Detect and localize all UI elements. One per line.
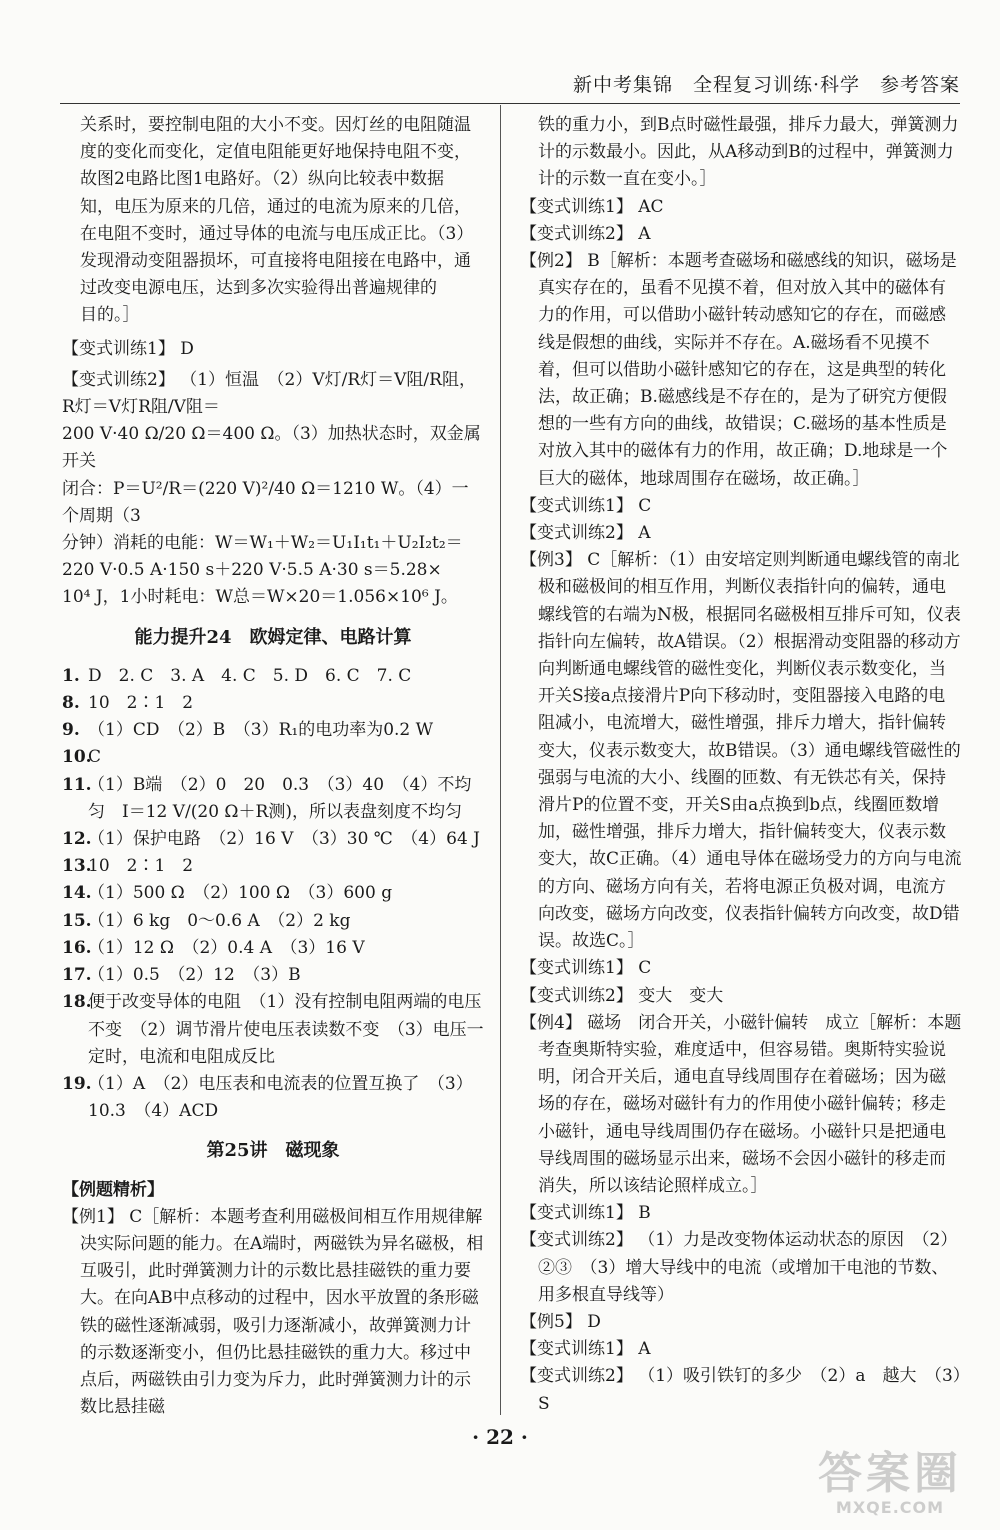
answer-entry: 【变式训练2】 变大 变大 [520,985,724,1006]
running-header: 新中考集锦 全程复习训练·科学 参考答案 [60,70,960,104]
answer-entry: 【变式训练1】 C [520,958,652,979]
example-1: 【例1】 C［解析：本题考查利用磁极间相互作用规律解决实际问题的能力。在A端时，两磁铁为异名磁极，相互吸引，此时弹簧测力计的示数比悬挂磁铁的重力要大。在向AB中点移动的过程中，因水平放置的条形磁铁的磁性逐渐减弱，吸引力逐渐减小，故弹簧测力计的示数逐渐变小，但仍比悬挂磁铁的重力大。移过中点后，两磁铁由引力变为斥力，此时弹簧测力计的示数比悬挂磁 [62,1206,484,1418]
answer-item [62,772,484,826]
answer-text: （1）B端 （2）0 20 0.3 （3）40 （4）不均匀 I＝12 V/(20 Ω＋R测)，所以表盘刻度不均匀 [88,774,472,822]
column-divider [500,105,501,1415]
example-5: 【例5】 D [520,1311,601,1332]
answer-text: （1）6 kg 0～0.6 A （2）2 kg [88,910,351,931]
answer-entry: 【变式训练1】 AC [520,196,664,217]
answer-number: 1. [62,665,80,686]
answer-number: 14. [62,883,92,904]
text-line: 度的变化而变化，定值电阻能更好地保持电阻不变， [80,142,471,163]
variant-training-2 [62,367,484,612]
continued-answer [62,112,484,330]
variant-training-1: 【变式训练1】 D [62,338,194,359]
text-line: 分钟）消耗的电能：W＝W₁＋W₂＝U₁I₁t₁＋U₂I₂t₂＝ [62,533,463,554]
answer-entry: 【变式训练2】 A [520,223,651,244]
answer-number: 17. [62,965,92,986]
left-column [62,112,484,1421]
watermark-text: 答案圈 [818,1448,962,1499]
answer-item [62,690,484,717]
answer-number: 15. [62,910,92,931]
answer-item [62,853,484,880]
text-line: 目的。］ [80,305,140,326]
text-line: 关系时，要控制电阻的大小不变。因灯丝的电阻随温 [80,115,471,135]
answer-number: 19. [62,1073,92,1094]
answer-item [62,663,484,690]
page-number: · 22 · [472,1425,528,1449]
example-4: 【例4】 磁场 闭合开关，小磁针偏转 成立［解析：本题考查奥斯特实验，难度适中，但容易错。奥斯特实验说明，闭合开关后，通电直导线周围存在着磁场；因为磁场的存在，磁场对磁针有力的作用使小磁针偏转；移走小磁针，通电导线周围仍存在磁场。小磁针只是把通电导线周围的磁场显示出来，磁场不会因小磁针的移走而消失，所以该结论照样成立。］ [520,1012,962,1196]
lecture-title: 第25讲 磁现象 [206,1140,340,1162]
text-line: 过改变电源电压，达到多次实验得出普遍规律的 [80,278,437,299]
answer-text: D 2. C 3. A 4. C 5. D 6. C 7. C [88,665,412,686]
answer-number: 13. [62,856,92,877]
text-line: 知，电压为原来的几倍，通过的电流为原来的几倍， [80,196,471,217]
answer-entry: 【变式训练2】 A [520,523,651,544]
watermark-url: MXQE.COM [835,1498,945,1517]
answer-item [62,826,484,853]
answer-text: 10 2∶1 2 [88,693,194,714]
answer-number: 16. [62,937,92,958]
example-2: 【例2】 B［解析：本题考查磁场和磁感线的知识，磁场是真实存在的，虽看不见摸不着，但对放入其中的磁体有力的作用，可以借助小磁针转动感知它的存在，而磁感线是假想的曲线，实际并不存在。A.磁场看不见摸不着，但可以借助小磁针感知它的存在，这是典型的转化法，故正确；B.磁感线是不存在的，是为了研究方便假想的一些有方向的曲线，故错误；C.磁场的基本性质是对放入其中的磁体有力的作用，故正确；D.地球是一个巨大的磁体，地球周围存在磁场，故正确。］ [520,251,957,489]
answer-number: 10. [62,747,92,768]
right-column [520,112,962,1418]
answer-number: 8. [62,693,80,714]
answer-number: 11. [62,774,92,795]
answer-text: 10 2∶1 2 [88,856,194,877]
answer-number: 9. [62,720,80,741]
answer-item [62,1071,484,1125]
text-line: 【变式训练2】 （1）恒温 （2）V灯/R灯＝V阻/R阻，R灯＝V灯R阻/V阻＝ [62,369,476,418]
answer-text: （1）12 Ω （2）0.4 A （3）16 V [88,937,365,958]
answer-text: （1）0.5 （2）12 （3）B [88,965,301,986]
answer-number: 12. [62,829,92,850]
answer-entry: 【变式训练2】 （1）力是改变物体运动状态的原因 （2）②③ （3）增大导线中的电流（或增加干电池的节数、用多根直导线等） [520,1230,958,1305]
answer-entry: 【变式训练1】 C [520,495,652,516]
answer-entry: 【变式训练1】 A [520,1339,651,1360]
answer-item [62,908,484,935]
text-line: 在电阻不变时，通过导体的电流与电压成正比。（3） [80,223,474,244]
watermark-logo [800,1450,980,1520]
continued-answer: 铁的重力小，到B点时磁性最强，排斥力最大，弹簧测力计的示数最小。因此，从A移动到B的过程中，弹簧测力计的示数一直在变小。］ [538,115,959,190]
text-line: 220 V·0.5 A·150 s＋220 V·5.5 A·30 s＝5.28× [62,560,442,581]
example-3: 【例3】 C［解析：（1）由安培定则判断通电螺线管的南北极和磁极间的相互作用，判断仪表指针向的偏转，通电螺线管的右端为N极，根据同名磁极相互排斥可知，仪表指针向左偏转，故A错误。（2）根据滑动变阻器的移动方向判断通电螺线管的磁性变化，判断仪表示数变化，当开关S接a点接滑片P向下移动时，变阻器接入电路的电阻减小，电流增大，磁性增强，排斥力增大，指针偏转变大，仪表示数变大，故B错误。（3）通电螺线管磁性的强弱与电流的大小、线圈的匝数、有无铁芯有关，保持滑片P的位置不变，开关S由a点换到b点，线圈匝数增加，磁性增强，排斥力增大，指针偏转变大，仪表示数变大，故C正确。（4）通电导体在磁场受力的方向与电流的方向、磁场方向有关，若将电源正负极对调，电流方向改变，磁场方向改变，仪表指针偏转方向改变，故D错误。故选C。］ [520,550,962,952]
answer-entry: 【变式训练2】 （1）吸引铁钉的多少 （2）a 越大 （3）S [520,1366,962,1414]
answer-item [62,962,484,989]
example-heading: 【例题精析】 [62,1179,164,1200]
text-line: 10⁴ J，1小时耗电：W总＝W×20＝1.056×10⁶ J。 [62,587,458,608]
answer-text: 便于改变导体的电阻 （1）没有控制电阻两端的电压不变 （2）调节滑片使电压表读数不变 （3）电压一定时，电流和电阻成反比 [88,992,484,1067]
answer-text: （1）保护电路 （2）16 V （3）30 ℃ （4）64 J [88,829,480,850]
answer-item [62,880,484,907]
answer-item [62,989,484,1071]
answer-text: C [88,747,102,768]
answer-entry: 【变式训练1】 B [520,1203,651,1224]
answer-text: （1）A （2）电压表和电流表的位置互换了 （3）10.3 （4）ACD [88,1073,473,1122]
text-line: 故图2电路比图1电路好。（2）纵向比较表中数据 [80,169,444,190]
answer-text: （1）500 Ω （2）100 Ω （3）600 g [88,883,393,904]
answer-text: （1）CD （2）B （3）R₁的电功率为0.2 W [88,720,434,741]
answer-item [62,717,484,744]
answer-item [62,744,484,771]
text-line: 发现滑动变阻器损坏，可直接将电阻接在电路中，通 [80,251,471,272]
text-line: 200 V·40 Ω/20 Ω＝400 Ω。（3）加热状态时，双金属开关 [62,424,481,472]
answer-number: 18. [62,992,92,1013]
section-title: 能力提升24 欧姆定律、电路计算 [134,626,412,648]
text-line: 闭合：P＝U²/R＝(220 V)²/40 Ω＝1210 W。（4）一个周期（3 [62,478,469,526]
answer-item [62,935,484,962]
